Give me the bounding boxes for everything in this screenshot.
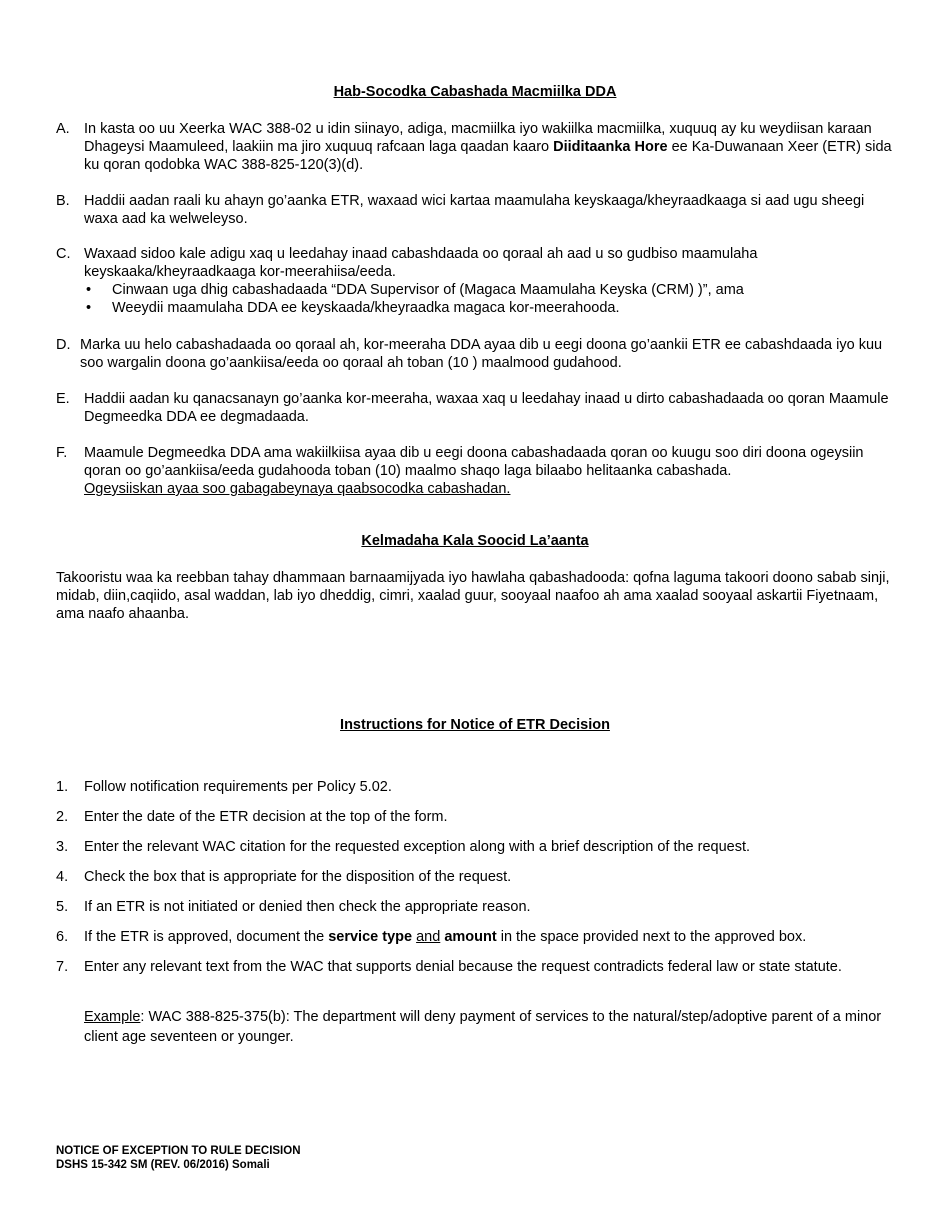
instruction-6: 6. If the ETR is approved, document the service type and amount in the space provided next to the approved box. [56, 929, 807, 945]
item-e-label: E. [56, 391, 70, 407]
instruction-1: 1. Follow notification requirements per Policy 5.02. [56, 779, 392, 795]
item-b [56, 192, 896, 228]
item-c [56, 245, 896, 317]
item-b-label: B. [56, 193, 70, 209]
instruction-5: 5. If an ETR is not initiated or denied then check the appropriate reason. [56, 899, 531, 915]
item-d [56, 336, 896, 372]
item-d-label: D. [56, 337, 71, 353]
item-c-text: Waxaad sidoo kale adigu xaq u leedahay inaad cabashdaada oo qoraal ah aad u so gudbiso maamulaha keyskaaka/kheyraadkaaga kor-meerahiisa/eeda. [84, 246, 758, 280]
complaint-process-title: Hab-Socodka Cabashada Macmiilka DDA [333, 84, 617, 100]
item-a [56, 120, 896, 174]
item-c-bullets [84, 281, 896, 317]
item-e-text: Haddii aadan ku qanacsanayn go’aanka kor-meeraha, waxaa xaq u leedahay inaad u dirto cabashadaada oo qoran Maamule Degmeedka DDA ee degmadaada. [84, 391, 889, 425]
example-text: : WAC 388-825-375(b): The department will deny payment of services to the natural/step/adoptive parent of a minor client age seventeen or younger. [84, 1009, 882, 1045]
bullet-item: • Cinwaan uga dhig cabashadaada “DDA Supervisor of (Magaca Maamulaha Keyska (CRM) )”, ama [84, 281, 896, 299]
item-f [56, 444, 896, 498]
example-label: Example [84, 1009, 141, 1025]
bullet-item: • Weeydii maamulaha DDA ee keyskaada/kheyraadka magaca kor-meerahooda. [84, 299, 896, 317]
nondiscrimination-title: Kelmadaha Kala Soocid La’aanta [361, 533, 589, 549]
item-a-label: A. [56, 121, 70, 137]
form-footer [56, 1144, 301, 1172]
nondiscrimination-text: Takooristu waa ka reebban tahay dhammaan barnaamijyada iyo hawlaha qabashadooda: qofna laguma takoori doono sabab sinji, midab, diin,caqiido, asal waddan, lab iyo dheddig, cimri, xaalad guur, sooyaal naafoo ah ama xaalad sooyaal askartii Fiyetnaam, ama naafo ahaanba. [56, 570, 890, 622]
example-block [56, 1007, 896, 1047]
item-f-underlined: Ogeysiiskan ayaa soo gabagabeynaya qaabsocodka cabashadan. [84, 481, 511, 497]
item-a-text: In kasta oo uu Xeerka WAC 388-02 u idin siinayo, adiga, macmiilka iyo wakiilka macmiilka, xuquuq ay ku weydiisan karaan Dhageysi Maamuleed, laakiin ma jiro xuquuq rafcaan laga qaadan kaaro Diiditaanka Hore ee Ka-Duwanaan Xeer (ETR) sida ku qoran qodobka WAC 388-825-120(3)(d). [84, 121, 892, 173]
instruction-2: 2. Enter the date of the ETR decision at the top of the form. [56, 809, 448, 825]
footer-form-title: NOTICE OF EXCEPTION TO RULE DECISION [56, 1145, 301, 1157]
instruction-4: 4. Check the box that is appropriate for the disposition of the request. [56, 869, 512, 885]
item-d-text: Marka uu helo cabashadaada oo qoraal ah, kor-meeraha DDA ayaa dib u eegi doona go’aankii ETR ee cabashdaada iyo kuu soo wargalin doona go’aankiisa/eeda oo qoraal ah toban (10 ) maalmood gudahood. [80, 337, 883, 371]
item-f-text: Maamule Degmeedka DDA ama wakiilkiisa ayaa dib u eegi doona cabashadaada qoran oo kuugu soo diri doona ogeysiin qoran oo go’aankiisa/eeda gudahooda toban (10) maalmo shaqo laga bilaabo helitaanka cabashada. Ogeysiiskan ayaa soo gabagabeynaya qaabsocodka cabashadan. [84, 445, 864, 497]
instruction-7: 7. Enter any relevant text from the WAC that supports denial because the request contradicts federal law or state statute. [56, 959, 842, 975]
item-f-label: F. [56, 445, 68, 461]
item-b-text: Haddii aadan raali ku ahayn go’aanka ETR, waxaad wici kartaa maamulaha keyskaaga/kheyraadkaaga si aad ugu sheegi waxa aad ka welweleyso. [84, 193, 865, 227]
instruction-3: 3. Enter the relevant WAC citation for the requested exception along with a brief description of the request. [56, 839, 751, 855]
instructions-title: Instructions for Notice of ETR Decision [340, 717, 610, 733]
item-c-label: C. [56, 246, 71, 262]
item-e [56, 390, 896, 426]
footer-form-number: DSHS 15-342 SM (REV. 06/2016) Somali [56, 1159, 270, 1171]
